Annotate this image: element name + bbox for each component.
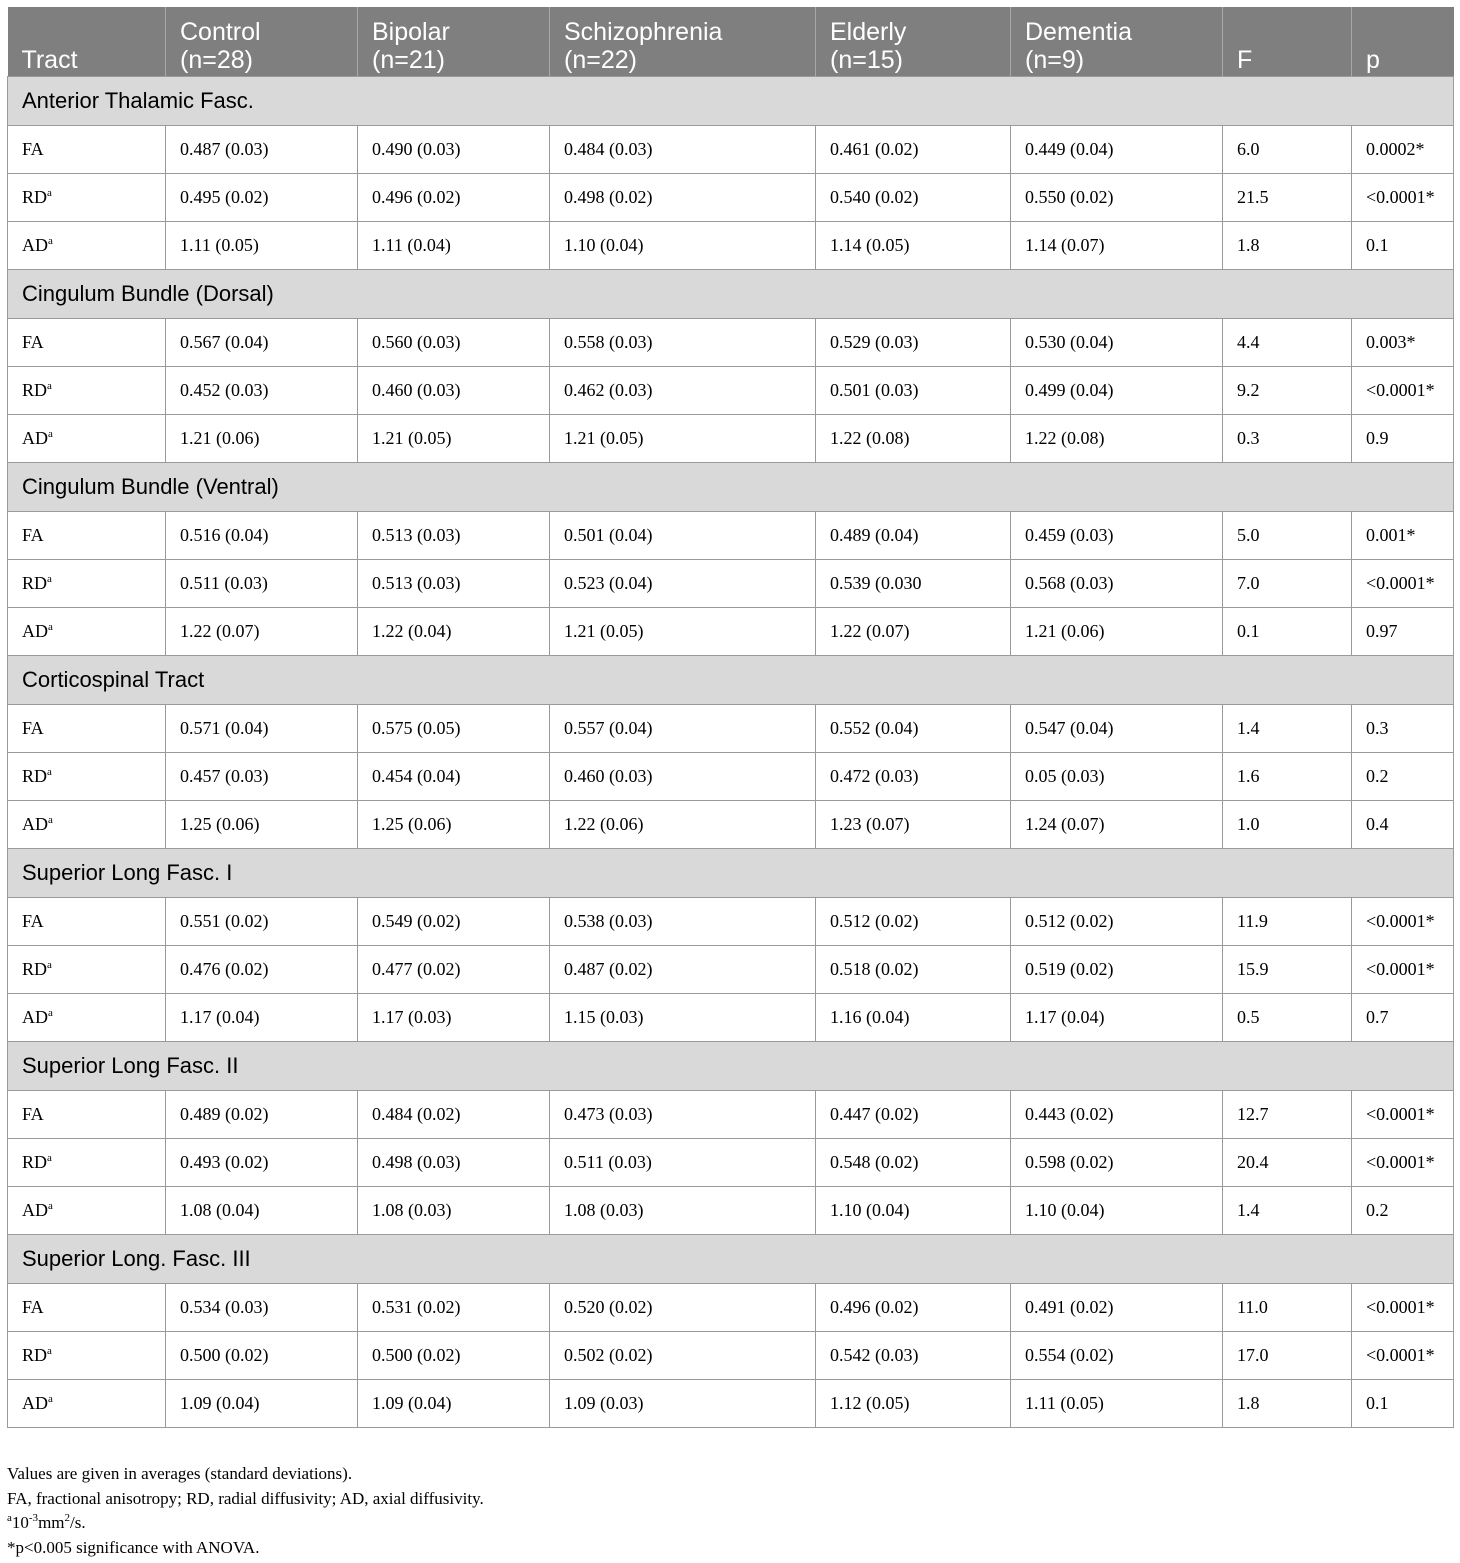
measure-cell	[8, 753, 166, 801]
table-cell: 0.447 (0.02)	[816, 1091, 1011, 1139]
table-cell: 0.554 (0.02)	[1011, 1332, 1223, 1380]
table-cell: 0.449 (0.04)	[1011, 126, 1223, 174]
table-container	[7, 7, 1453, 1428]
table-cell: 0.549 (0.02)	[358, 898, 550, 946]
measure-cell	[8, 174, 166, 222]
footnote-units	[7, 1511, 484, 1536]
table-cell: 1.11 (0.04)	[358, 222, 550, 270]
table-cell: 0.477 (0.02)	[358, 946, 550, 994]
table-cell: 0.512 (0.02)	[1011, 898, 1223, 946]
measure-label: AD	[22, 428, 48, 448]
table-cell: 0.513 (0.03)	[358, 512, 550, 560]
table-cell: 1.22 (0.06)	[550, 801, 816, 849]
measure-cell	[8, 512, 166, 560]
table-row	[8, 319, 1454, 367]
table-cell: 0.511 (0.03)	[166, 560, 358, 608]
table-cell: 0.457 (0.03)	[166, 753, 358, 801]
group-row	[8, 1042, 1454, 1091]
table-cell: 0.460 (0.03)	[550, 753, 816, 801]
table-cell: 0.571 (0.04)	[166, 705, 358, 753]
footnote-units-exp: -3	[28, 1512, 39, 1524]
unit-footnote-marker: a	[48, 235, 53, 247]
group-title: Cingulum Bundle (Dorsal)	[8, 270, 1454, 319]
table-cell: 0.2	[1352, 753, 1454, 801]
table-cell: 1.0	[1223, 801, 1352, 849]
unit-footnote-marker: a	[48, 1393, 53, 1405]
measure-label: AD	[22, 1393, 48, 1413]
footnote-units-marker: a	[7, 1512, 12, 1524]
table-row	[8, 560, 1454, 608]
measure-label: RD	[22, 573, 48, 593]
table-cell: 1.08 (0.03)	[550, 1187, 816, 1235]
group-row	[8, 1235, 1454, 1284]
measure-cell	[8, 1332, 166, 1380]
unit-footnote-marker: a	[47, 766, 52, 778]
table-cell: <0.0001*	[1352, 1139, 1454, 1187]
table-cell: <0.0001*	[1352, 1332, 1454, 1380]
table-cell: 0.575 (0.05)	[358, 705, 550, 753]
group-title: Superior Long. Fasc. III	[8, 1235, 1454, 1284]
measure-cell	[8, 994, 166, 1042]
table-row	[8, 1380, 1454, 1428]
table-cell: 0.512 (0.02)	[816, 898, 1011, 946]
table-row	[8, 1139, 1454, 1187]
table-cell: 0.491 (0.02)	[1011, 1284, 1223, 1332]
table-cell: 0.496 (0.02)	[358, 174, 550, 222]
table-cell: 0.598 (0.02)	[1011, 1139, 1223, 1187]
measure-label: RD	[22, 1345, 48, 1365]
table-cell: 0.548 (0.02)	[816, 1139, 1011, 1187]
table-cell: 1.10 (0.04)	[816, 1187, 1011, 1235]
group-title: Corticospinal Tract	[8, 656, 1454, 705]
table-cell: 0.502 (0.02)	[550, 1332, 816, 1380]
table-cell: 0.513 (0.03)	[358, 560, 550, 608]
table-cell: 7.0	[1223, 560, 1352, 608]
group-row	[8, 656, 1454, 705]
unit-footnote-marker: a	[48, 814, 53, 826]
table-cell: 1.08 (0.04)	[166, 1187, 358, 1235]
measure-label: FA	[22, 1104, 44, 1124]
measure-label: RD	[22, 959, 48, 979]
measure-label: FA	[22, 332, 44, 352]
table-row	[8, 512, 1454, 560]
group-title: Superior Long Fasc. II	[8, 1042, 1454, 1091]
table-cell: 1.21 (0.05)	[550, 415, 816, 463]
measure-cell	[8, 608, 166, 656]
header-tract: Tract	[8, 7, 166, 77]
group-row	[8, 77, 1454, 126]
measure-cell	[8, 705, 166, 753]
measure-cell	[8, 415, 166, 463]
table-cell: <0.0001*	[1352, 560, 1454, 608]
table-cell: 0.496 (0.02)	[816, 1284, 1011, 1332]
table-cell: 0.499 (0.04)	[1011, 367, 1223, 415]
table-cell: 11.9	[1223, 898, 1352, 946]
measure-label: RD	[22, 1152, 48, 1172]
header-p: p	[1352, 7, 1454, 77]
table-cell: 1.11 (0.05)	[1011, 1380, 1223, 1428]
measure-cell	[8, 1139, 166, 1187]
measure-label: AD	[22, 235, 48, 255]
table-cell: 0.443 (0.02)	[1011, 1091, 1223, 1139]
table-cell: 0.540 (0.02)	[816, 174, 1011, 222]
header-row	[8, 7, 1454, 77]
table-cell: 0.547 (0.04)	[1011, 705, 1223, 753]
footnote-significance: *p<0.005 significance with ANOVA.	[7, 1537, 260, 1557]
table-cell: 0.484 (0.02)	[358, 1091, 550, 1139]
measure-label: RD	[22, 187, 48, 207]
table-cell: 1.22 (0.07)	[166, 608, 358, 656]
table-cell: <0.0001*	[1352, 1284, 1454, 1332]
table-row	[8, 946, 1454, 994]
table-cell: 1.23 (0.07)	[816, 801, 1011, 849]
table-cell: 0.538 (0.03)	[550, 898, 816, 946]
table-cell: 0.0002*	[1352, 126, 1454, 174]
table-cell: 1.22 (0.07)	[816, 608, 1011, 656]
table-cell: 1.6	[1223, 753, 1352, 801]
table-cell: 1.17 (0.04)	[166, 994, 358, 1042]
table-cell: 0.460 (0.03)	[358, 367, 550, 415]
measure-label: RD	[22, 766, 48, 786]
table-cell: 1.21 (0.06)	[166, 415, 358, 463]
table-cell: 9.2	[1223, 367, 1352, 415]
table-row	[8, 367, 1454, 415]
footnotes	[7, 1462, 484, 1560]
table-row	[8, 608, 1454, 656]
table-cell: 1.21 (0.05)	[358, 415, 550, 463]
table-cell: <0.0001*	[1352, 946, 1454, 994]
unit-footnote-marker: a	[48, 1200, 53, 1212]
table-cell: 0.493 (0.02)	[166, 1139, 358, 1187]
table-cell: 1.8	[1223, 1380, 1352, 1428]
table-cell: 0.558 (0.03)	[550, 319, 816, 367]
header-elderly: Elderly (n=15)	[816, 7, 1011, 77]
table-cell: 1.21 (0.05)	[550, 608, 816, 656]
table-cell: <0.0001*	[1352, 1091, 1454, 1139]
table-cell: 0.560 (0.03)	[358, 319, 550, 367]
dti-results-table	[7, 7, 1454, 1428]
measure-cell	[8, 126, 166, 174]
header-control: Control (n=28)	[166, 7, 358, 77]
measure-cell	[8, 1187, 166, 1235]
table-cell: 15.9	[1223, 946, 1352, 994]
table-cell: 0.5	[1223, 994, 1352, 1042]
unit-footnote-marker: a	[48, 428, 53, 440]
table-cell: 1.14 (0.07)	[1011, 222, 1223, 270]
table-cell: 1.17 (0.03)	[358, 994, 550, 1042]
table-cell: 21.5	[1223, 174, 1352, 222]
header-schizophrenia: Schizophrenia (n=22)	[550, 7, 816, 77]
table-cell: 0.490 (0.03)	[358, 126, 550, 174]
table-cell: 0.516 (0.04)	[166, 512, 358, 560]
table-cell: 0.534 (0.03)	[166, 1284, 358, 1332]
table-cell: <0.0001*	[1352, 898, 1454, 946]
table-cell: 0.7	[1352, 994, 1454, 1042]
table-cell: 0.568 (0.03)	[1011, 560, 1223, 608]
table-cell: 1.24 (0.07)	[1011, 801, 1223, 849]
group-row	[8, 270, 1454, 319]
table-row	[8, 415, 1454, 463]
table-cell: 1.4	[1223, 1187, 1352, 1235]
table-row	[8, 126, 1454, 174]
unit-footnote-marker: a	[47, 959, 52, 971]
table-cell: 0.518 (0.02)	[816, 946, 1011, 994]
table-cell: 0.489 (0.04)	[816, 512, 1011, 560]
table-cell: 17.0	[1223, 1332, 1352, 1380]
table-cell: 5.0	[1223, 512, 1352, 560]
table-cell: 0.9	[1352, 415, 1454, 463]
table-cell: 0.003*	[1352, 319, 1454, 367]
table-cell: 0.530 (0.04)	[1011, 319, 1223, 367]
unit-footnote-marker: a	[47, 573, 52, 585]
table-cell: 1.09 (0.04)	[166, 1380, 358, 1428]
table-cell: 0.557 (0.04)	[550, 705, 816, 753]
unit-footnote-marker: a	[47, 380, 52, 392]
table-cell: 0.520 (0.02)	[550, 1284, 816, 1332]
table-cell: 0.550 (0.02)	[1011, 174, 1223, 222]
table-cell: 0.2	[1352, 1187, 1454, 1235]
measure-cell	[8, 1284, 166, 1332]
table-cell: 0.529 (0.03)	[816, 319, 1011, 367]
table-cell: 0.454 (0.04)	[358, 753, 550, 801]
measure-cell	[8, 946, 166, 994]
unit-footnote-marker: a	[48, 621, 53, 633]
table-cell: 0.523 (0.04)	[550, 560, 816, 608]
table-cell: 1.16 (0.04)	[816, 994, 1011, 1042]
table-cell: 1.25 (0.06)	[166, 801, 358, 849]
group-title: Superior Long Fasc. I	[8, 849, 1454, 898]
footnote-units-unit-exp: 2	[64, 1512, 71, 1524]
footnote-values: Values are given in averages (standard deviations).	[7, 1464, 353, 1483]
table-cell: 0.500 (0.02)	[166, 1332, 358, 1380]
table-cell: 0.97	[1352, 608, 1454, 656]
table-cell: 0.1	[1352, 1380, 1454, 1428]
group-row	[8, 463, 1454, 512]
measure-cell	[8, 898, 166, 946]
table-row	[8, 898, 1454, 946]
table-cell: 1.08 (0.03)	[358, 1187, 550, 1235]
table-row	[8, 753, 1454, 801]
table-cell: 1.10 (0.04)	[1011, 1187, 1223, 1235]
footnote-units-tail: /s.	[70, 1513, 86, 1532]
table-row	[8, 222, 1454, 270]
table-row	[8, 1284, 1454, 1332]
table-cell: <0.0001*	[1352, 367, 1454, 415]
table-row	[8, 705, 1454, 753]
table-cell: 0.567 (0.04)	[166, 319, 358, 367]
measure-label: AD	[22, 1200, 48, 1220]
table-cell: 0.542 (0.03)	[816, 1332, 1011, 1380]
table-cell: 0.552 (0.04)	[816, 705, 1011, 753]
unit-footnote-marker: a	[47, 1152, 52, 1164]
table-cell: 0.1	[1352, 222, 1454, 270]
table-cell: 1.4	[1223, 705, 1352, 753]
table-cell: 20.4	[1223, 1139, 1352, 1187]
measure-label: AD	[22, 1007, 48, 1027]
table-cell: 0.472 (0.03)	[816, 753, 1011, 801]
table-row	[8, 1332, 1454, 1380]
table-cell: 0.487 (0.03)	[166, 126, 358, 174]
measure-label: AD	[22, 621, 48, 641]
header-f: F	[1223, 7, 1352, 77]
table-cell: 12.7	[1223, 1091, 1352, 1139]
table-cell: 11.0	[1223, 1284, 1352, 1332]
table-cell: 1.8	[1223, 222, 1352, 270]
table-cell: 0.501 (0.04)	[550, 512, 816, 560]
measure-label: FA	[22, 1297, 44, 1317]
table-cell: 0.501 (0.03)	[816, 367, 1011, 415]
table-cell: 0.498 (0.03)	[358, 1139, 550, 1187]
table-cell: 0.001*	[1352, 512, 1454, 560]
measure-cell	[8, 319, 166, 367]
table-cell: 0.3	[1352, 705, 1454, 753]
group-title: Anterior Thalamic Fasc.	[8, 77, 1454, 126]
table-cell: 0.498 (0.02)	[550, 174, 816, 222]
table-cell: 1.17 (0.04)	[1011, 994, 1223, 1042]
table-cell: 0.476 (0.02)	[166, 946, 358, 994]
measure-label: FA	[22, 139, 44, 159]
measure-cell	[8, 1380, 166, 1428]
table-cell: 1.22 (0.08)	[1011, 415, 1223, 463]
table-cell: 1.22 (0.08)	[816, 415, 1011, 463]
measure-label: FA	[22, 911, 44, 931]
table-cell: 1.21 (0.06)	[1011, 608, 1223, 656]
table-cell: 0.531 (0.02)	[358, 1284, 550, 1332]
table-cell: 0.1	[1223, 608, 1352, 656]
table-cell: 0.462 (0.03)	[550, 367, 816, 415]
table-cell: 0.487 (0.02)	[550, 946, 816, 994]
group-title: Cingulum Bundle (Ventral)	[8, 463, 1454, 512]
table-cell: 0.489 (0.02)	[166, 1091, 358, 1139]
unit-footnote-marker: a	[47, 187, 52, 199]
measure-cell	[8, 222, 166, 270]
footnote-units-unit: mm	[38, 1513, 65, 1532]
table-cell: 1.22 (0.04)	[358, 608, 550, 656]
measure-cell	[8, 367, 166, 415]
measure-label: FA	[22, 525, 44, 545]
table-cell: 1.14 (0.05)	[816, 222, 1011, 270]
table-cell: 0.4	[1352, 801, 1454, 849]
unit-footnote-marker: a	[48, 1007, 53, 1019]
table-cell: 0.495 (0.02)	[166, 174, 358, 222]
table-cell: 1.11 (0.05)	[166, 222, 358, 270]
table-cell: 0.461 (0.02)	[816, 126, 1011, 174]
footnote-units-base: 10	[11, 1513, 29, 1532]
measure-label: FA	[22, 718, 44, 738]
table-row	[8, 1187, 1454, 1235]
table-cell: 0.551 (0.02)	[166, 898, 358, 946]
group-row	[8, 849, 1454, 898]
table-cell: 0.500 (0.02)	[358, 1332, 550, 1380]
table-cell: 0.539 (0.030	[816, 560, 1011, 608]
table-cell: <0.0001*	[1352, 174, 1454, 222]
table-cell: 0.452 (0.03)	[166, 367, 358, 415]
table-cell: 1.09 (0.03)	[550, 1380, 816, 1428]
measure-cell	[8, 1091, 166, 1139]
measure-label: AD	[22, 814, 48, 834]
table-cell: 0.473 (0.03)	[550, 1091, 816, 1139]
table-body	[8, 77, 1454, 1428]
table-cell: 0.3	[1223, 415, 1352, 463]
measure-cell	[8, 801, 166, 849]
table-cell: 1.10 (0.04)	[550, 222, 816, 270]
measure-label: RD	[22, 380, 48, 400]
unit-footnote-marker: a	[47, 1345, 52, 1357]
table-row	[8, 994, 1454, 1042]
header-dementia: Dementia (n=9)	[1011, 7, 1223, 77]
table-cell: 1.25 (0.06)	[358, 801, 550, 849]
table-cell: 1.12 (0.05)	[816, 1380, 1011, 1428]
table-cell: 0.459 (0.03)	[1011, 512, 1223, 560]
header-bipolar: Bipolar (n=21)	[358, 7, 550, 77]
table-cell: 0.484 (0.03)	[550, 126, 816, 174]
table-cell: 0.05 (0.03)	[1011, 753, 1223, 801]
table-cell: 1.15 (0.03)	[550, 994, 816, 1042]
footnote-abbreviations: FA, fractional anisotropy; RD, radial diffusivity; AD, axial diffusivity.	[7, 1488, 484, 1508]
table-cell: 0.519 (0.02)	[1011, 946, 1223, 994]
table-row	[8, 174, 1454, 222]
table-row	[8, 1091, 1454, 1139]
table-row	[8, 801, 1454, 849]
table-cell: 4.4	[1223, 319, 1352, 367]
table-cell: 1.09 (0.04)	[358, 1380, 550, 1428]
measure-cell	[8, 560, 166, 608]
table-cell: 0.511 (0.03)	[550, 1139, 816, 1187]
table-cell: 6.0	[1223, 126, 1352, 174]
